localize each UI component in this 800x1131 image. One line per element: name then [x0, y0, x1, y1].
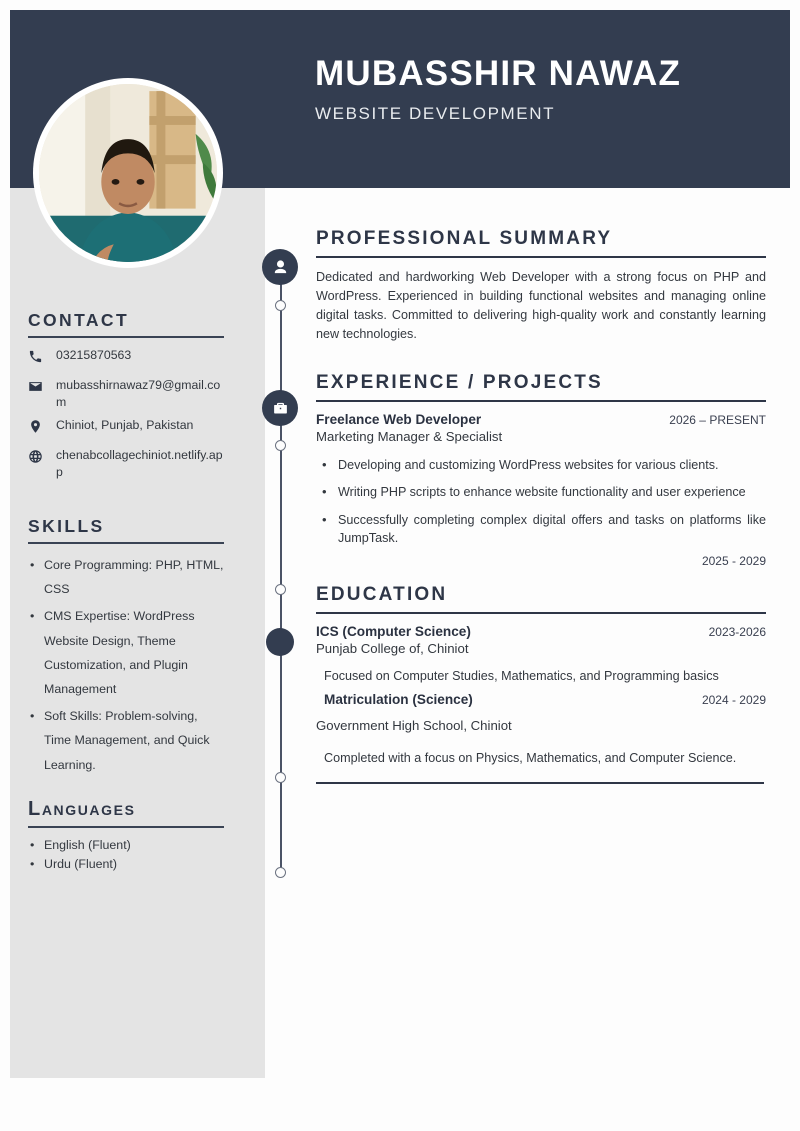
skills-section: [28, 516, 224, 780]
education-degree: Matriculation (Science): [324, 691, 473, 707]
education-date: 2024 - 2029: [701, 692, 766, 707]
contact-divider: [28, 336, 224, 338]
professional-summary-divider: [316, 256, 766, 258]
timeline-marker-education: [266, 628, 294, 656]
portrait-illustration: [39, 84, 217, 262]
education-section: [316, 584, 766, 784]
experience-section: [316, 372, 766, 569]
list-item: • Developing and customizing WordPress websites for various clients.: [316, 457, 766, 475]
page-title: MUBASSHIR NAWAZ: [315, 54, 682, 93]
avatar-photo: [39, 84, 217, 262]
languages-heading: Languages: [28, 798, 136, 820]
timeline-marker-summary: [262, 249, 298, 285]
skills-list: [28, 553, 224, 777]
education-entry-header: [316, 624, 766, 639]
timeline-node-1: [275, 300, 286, 311]
person-icon: [272, 259, 289, 276]
experience-date: 2026 – PRESENT: [669, 412, 766, 427]
header-subtitle: WEBSITE DEVELOPMENT: [315, 103, 556, 123]
briefcase-icon: [272, 400, 289, 417]
contact-location-value: Chiniot, Punjab, Pakistan: [56, 418, 194, 433]
phone-icon: [28, 347, 45, 364]
main-content: [316, 228, 766, 790]
contact-phone-value: 03215870563: [56, 348, 132, 362]
location-pin-icon: [28, 417, 45, 434]
education-institution: Punjab College of, Chiniot: [316, 641, 469, 657]
experience-divider: [316, 400, 766, 402]
avatar: [33, 78, 223, 268]
education-heading: EDUCATION: [316, 584, 448, 606]
experience-job-title: Freelance Web Developer: [316, 411, 482, 427]
header-text-group: [315, 56, 681, 124]
timeline-node-2: [275, 440, 286, 451]
contact-row-website[interactable]: [28, 447, 224, 480]
list-item: • Writing PHP scripts to enhance website functionality and user experience: [316, 484, 766, 502]
education-institution: Government High School, Chiniot: [316, 717, 512, 733]
experience-trailing-date: 2025 - 2029: [701, 554, 766, 569]
skills-heading: SKILLS: [28, 516, 105, 536]
list-item: • English (Fluent): [28, 837, 224, 855]
experience-bullets: [316, 457, 766, 549]
skills-divider: [28, 542, 224, 544]
list-item: • CMS Expertise: WordPress Website Design, Theme Customization, and Plugin Management: [28, 604, 224, 701]
experience-job-subtitle: Marketing Manager & Specialist: [316, 428, 503, 444]
timeline-marker-experience: [262, 390, 298, 426]
timeline: [271, 240, 311, 880]
contact-row-email[interactable]: [28, 377, 224, 410]
professional-summary-heading: PROFESSIONAL SUMMARY: [316, 228, 613, 249]
list-item: • Urdu (Fluent): [28, 856, 224, 874]
education-bottom-divider: [316, 782, 764, 784]
contact-row-phone[interactable]: [28, 347, 224, 364]
timeline-line: [280, 258, 282, 876]
globe-icon: [28, 447, 45, 464]
professional-summary-section: [316, 228, 766, 344]
education-degree: ICS (Computer Science): [316, 624, 471, 640]
contact-email-value: mubasshirnawaz79@gmail.com: [56, 378, 221, 409]
education-note: Completed with a focus on Physics, Mathematics, and Computer Science.: [324, 750, 737, 765]
timeline-node-4: [275, 772, 286, 783]
education-entry: [316, 624, 766, 686]
timeline-node-5: [275, 867, 286, 878]
contact-heading: CONTACT: [28, 310, 130, 330]
contact-section: [28, 310, 224, 493]
languages-divider: [28, 826, 224, 828]
experience-entry-header: [316, 412, 766, 427]
professional-summary-body: Dedicated and hardworking Web Developer with a strong focus on PHP and WordPress. Experienced in building functional websites and managing online digital tasks. Committed to delivering high-quality work and constantly learning new technologies.: [316, 270, 766, 341]
languages-section: [28, 798, 224, 875]
contact-website-value: chenabcollagechiniot.netlify.app: [56, 448, 223, 479]
experience-heading: EXPERIENCE / PROJECTS: [316, 371, 603, 393]
languages-list: [28, 837, 224, 874]
education-divider: [316, 612, 766, 614]
education-note: Focused on Computer Studies, Mathematics, and Programming basics: [324, 669, 719, 684]
contact-row-location[interactable]: [28, 417, 224, 434]
education-date: 2023-2026: [708, 625, 766, 640]
education-entry-header: [316, 692, 766, 707]
education-entry: [316, 692, 766, 768]
list-item: • Core Programming: PHP, HTML, CSS: [28, 553, 224, 601]
list-item: • Soft Skills: Problem-solving, Time Management, and Quick Learning.: [28, 704, 224, 777]
timeline-node-3: [275, 584, 286, 595]
list-item: • Successfully completing complex digital offers and tasks on platforms like JumpTask.: [316, 512, 766, 548]
envelope-icon: [28, 377, 45, 394]
